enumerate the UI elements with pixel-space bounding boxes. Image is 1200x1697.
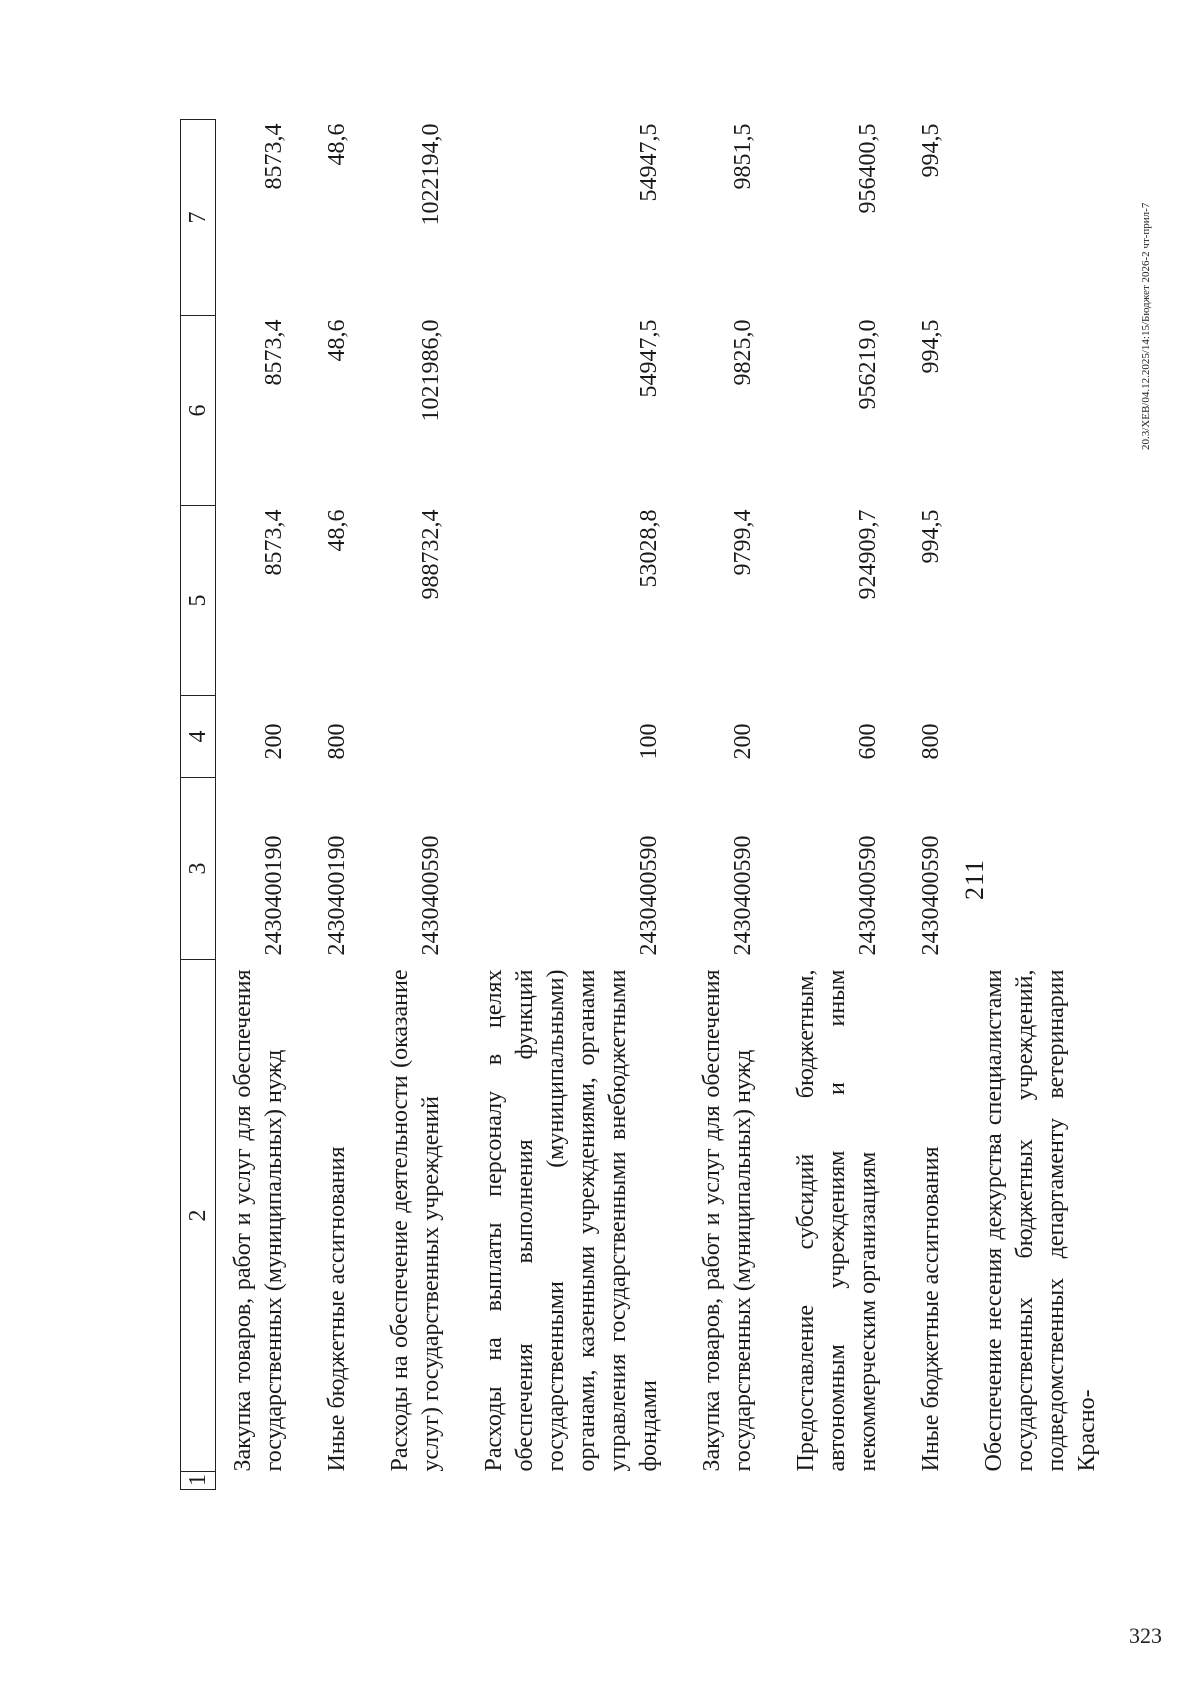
document-footer-code: 20.3/ХЕВ/04.12.2025/14:15/Бюджет 2026-2 чт-прил-7 xyxy=(1140,202,1152,450)
amount-col-5: 48,6 xyxy=(324,509,350,552)
target-article-code: 2430400590 xyxy=(418,835,444,956)
amount-col-7: 54947,5 xyxy=(636,123,662,202)
amount-col-6: 8573,4 xyxy=(261,319,287,386)
table-row xyxy=(216,120,311,1490)
target-article-code: 2430400190 xyxy=(261,835,287,956)
rotated-page-content xyxy=(120,90,1200,1590)
column-header-5: 5 xyxy=(181,506,216,696)
expense-type-code: 600 xyxy=(855,723,881,760)
expense-type-code: 200 xyxy=(730,723,756,760)
table-row xyxy=(779,120,904,1490)
amount-col-6: 48,6 xyxy=(324,319,350,362)
target-article-code: 2430400590 xyxy=(730,835,756,956)
amount-col-6: 956219,0 xyxy=(855,319,881,410)
table-row xyxy=(685,120,779,1490)
expense-description: Закупка товаров, работ и услуг для обеспечения государственных (муниципальных) нужд xyxy=(699,969,756,1472)
amount-col-7: 9851,5 xyxy=(730,123,756,190)
target-article-code: 2430400590 xyxy=(855,835,881,956)
target-article-code xyxy=(967,778,1123,960)
expense-type-code: 200 xyxy=(261,723,287,760)
amount-col-5: 53028,8 xyxy=(636,509,662,588)
amount-col-5: 988732,4 xyxy=(418,509,444,600)
target-article-code: 2430400590 xyxy=(918,835,944,956)
target-article-code: 2430400590 xyxy=(636,835,662,956)
page-number: 211 xyxy=(960,858,989,900)
table-row xyxy=(373,120,467,1490)
amount-col-6: 994,5 xyxy=(918,319,944,374)
expense-type-code xyxy=(967,696,1123,778)
expense-description: Иные бюджетные ассигнования xyxy=(918,1146,944,1472)
amount-col-5: 9799,4 xyxy=(730,509,756,576)
expense-description: Расходы на обеспечение деятельности (оказание услуг) государственных учреждений xyxy=(387,969,444,1472)
amount-col-7: 1022194,0 xyxy=(418,123,444,226)
budget-table xyxy=(180,119,1123,1490)
expense-type-code: 800 xyxy=(918,723,944,760)
amount-col-6: 1021986,0 xyxy=(418,319,444,422)
table-header-row xyxy=(181,120,216,1490)
column-header-4: 4 xyxy=(181,696,216,778)
expense-description: Расходы на выплаты персоналу в целях обеспечения выполнения функций государственными (муниципальными) органами, казенными учреждениями, органами управления государственными внебюджетными фондами xyxy=(481,969,662,1472)
expense-description: Обеспечение несения дежурства специалистами государственных бюджетных учреждений, подведомственных департаменту ветеринарии Красно- xyxy=(981,969,1100,1472)
amount-col-7: 994,5 xyxy=(918,123,944,178)
column-header-7: 7 xyxy=(181,120,216,316)
expense-description: Закупка товаров, работ и услуг для обеспечения государственных (муниципальных) нужд xyxy=(230,969,287,1472)
expense-description: Предоставление субсидий бюджетным, автономным учреждениям и иным некоммерческим организациям xyxy=(793,969,881,1472)
expense-type-code xyxy=(373,696,467,778)
amount-col-6 xyxy=(967,316,1123,506)
sheet-number: 323 xyxy=(1129,1623,1162,1648)
table-row xyxy=(310,120,373,1490)
column-header-1: 1 xyxy=(181,1472,216,1490)
amount-col-5: 924909,7 xyxy=(855,509,881,600)
column-header-2: 2 xyxy=(181,960,216,1472)
amount-col-7 xyxy=(967,120,1123,316)
amount-col-7: 956400,5 xyxy=(855,123,881,214)
expense-type-code: 100 xyxy=(636,723,662,760)
table-row xyxy=(467,120,685,1490)
amount-col-7: 48,6 xyxy=(324,123,350,166)
column-header-6: 6 xyxy=(181,316,216,506)
amount-col-6: 9825,0 xyxy=(730,319,756,386)
amount-col-7: 8573,4 xyxy=(261,123,287,190)
amount-col-5 xyxy=(967,506,1123,696)
column-header-3: 3 xyxy=(181,778,216,960)
amount-col-5: 994,5 xyxy=(918,509,944,564)
expense-type-code: 800 xyxy=(324,723,350,760)
table-row xyxy=(967,120,1123,1490)
expense-description: Иные бюджетные ассигнования xyxy=(324,1146,350,1472)
table-row xyxy=(904,120,967,1490)
target-article-code: 2430400190 xyxy=(324,835,350,956)
amount-col-5: 8573,4 xyxy=(261,509,287,576)
amount-col-6: 54947,5 xyxy=(636,319,662,398)
